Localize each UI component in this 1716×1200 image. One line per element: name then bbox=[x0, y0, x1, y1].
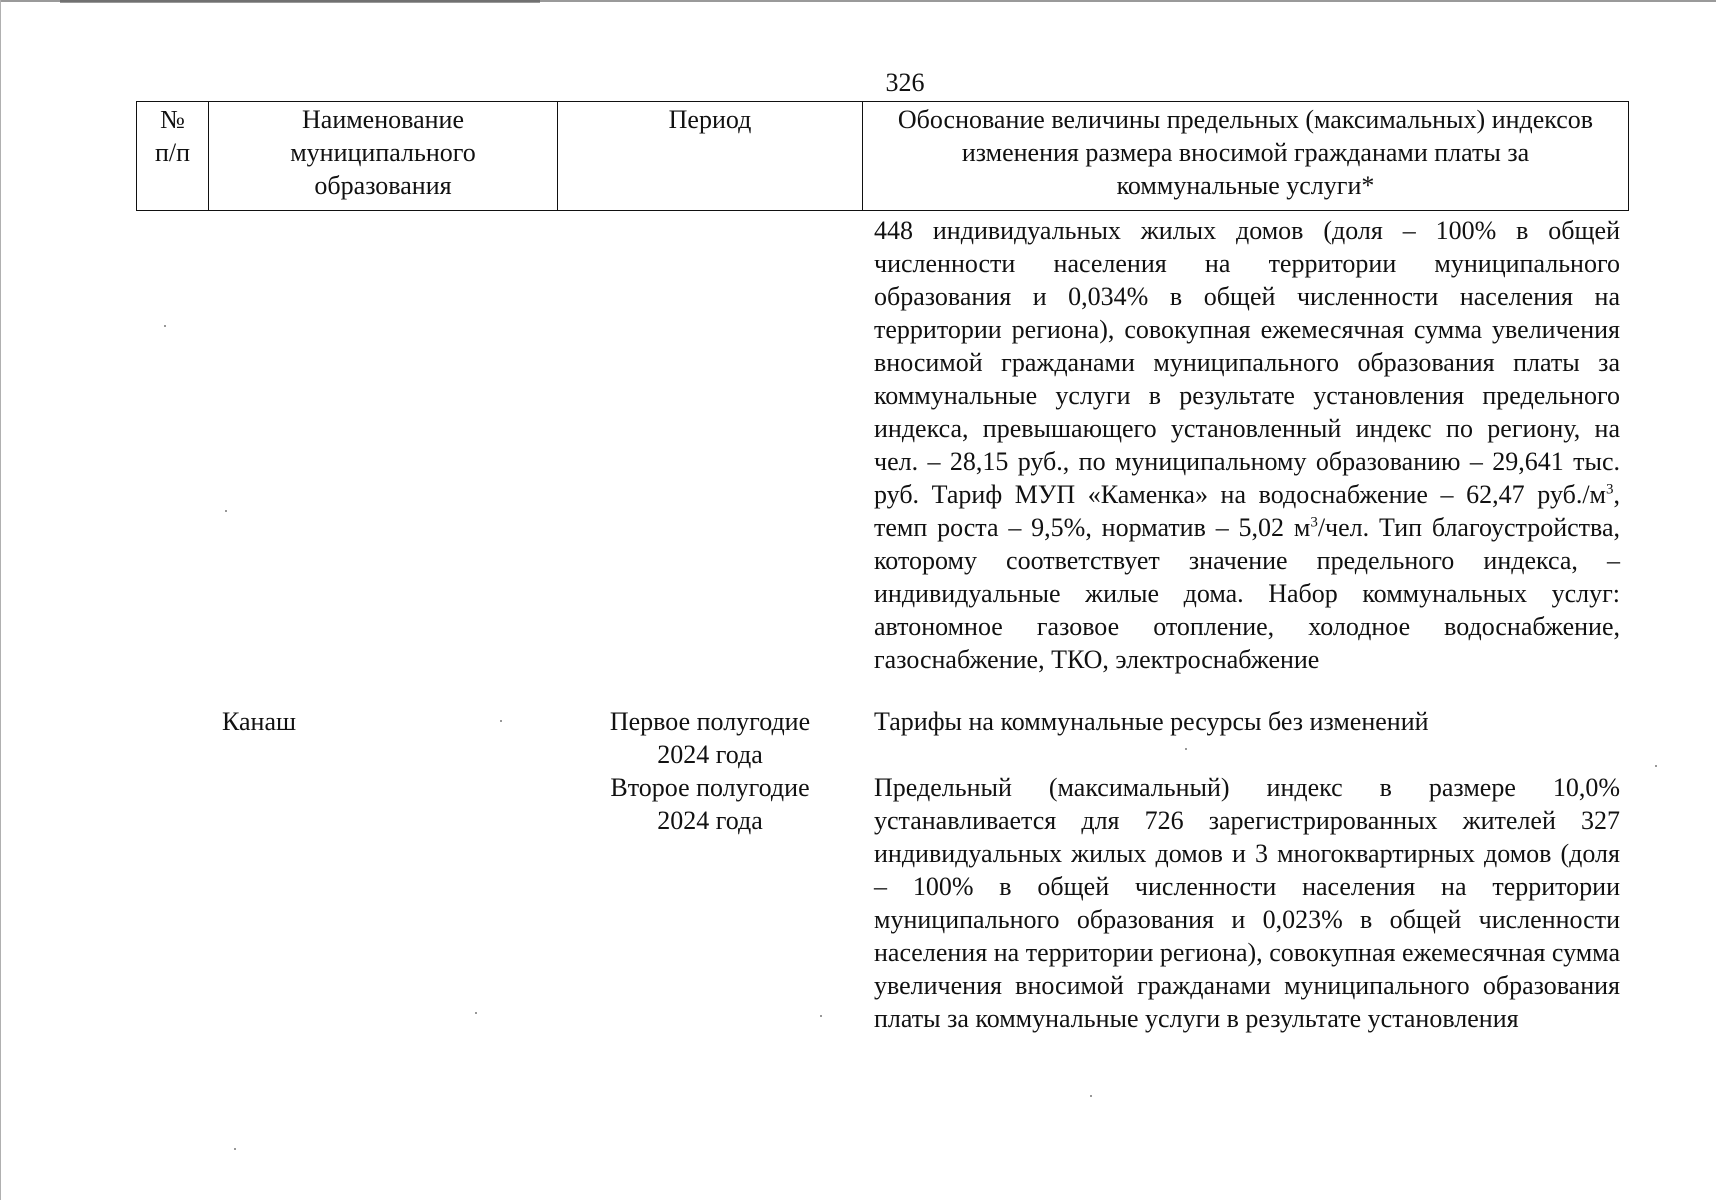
page-left-border bbox=[0, 0, 1, 1200]
scan-speck bbox=[820, 1015, 822, 1017]
scan-speck bbox=[1655, 765, 1657, 767]
scan-speck bbox=[500, 720, 502, 722]
basis-first-half: Тарифы на коммунальные ресурсы без изменений bbox=[874, 707, 1429, 736]
continuation-text-part3: /чел. Тип благоустройства, которому соответствует значение предельного индекса, – индивидуальные жилые дома. Набор коммунальных услуг: автономное газовое отопление, холодное водоснабжение, газоснабжение, ТКО, электроснабжение bbox=[874, 513, 1620, 674]
period-first-line2: 2024 года bbox=[657, 740, 763, 769]
header-cell-basis bbox=[863, 102, 1628, 210]
scan-speck bbox=[164, 325, 166, 327]
scan-speck bbox=[234, 1148, 236, 1150]
period-first-line1: Первое полугодие bbox=[609, 707, 811, 736]
header-number-label: № п/п bbox=[154, 105, 191, 167]
continuation-text-part1: 448 индивидуальных жилых домов (доля – 100% в общей численности населения на территории муниципального образования и 0,034% в общей численности населения на территории региона), совокупная ежемесячная сумма увеличения вносимой гражданами муниципального образования платы за коммунальные услуги в результате установления предельного индекса, превышающего установленный индекс по региону, на чел. – 28,15 руб., по муниципальному образованию – 29,641 тыс. руб. Тариф МУП «Каменка» на водоснабжение – 62,47 руб./м bbox=[874, 216, 1620, 509]
header-basis-label: Обоснование величины предельных (максимальных) индексов изменения размера вносимой гражданами платы за коммунальные услуги* bbox=[897, 105, 1594, 200]
header-cell-number bbox=[137, 102, 209, 210]
continuation-paragraph bbox=[874, 214, 1620, 676]
municipality-name-kanash: Канаш bbox=[222, 707, 297, 736]
scan-speck bbox=[475, 1012, 477, 1014]
header-municipality-label: Наименование муниципального образования bbox=[290, 105, 476, 200]
period-second-line1: Второе полугодие bbox=[610, 773, 810, 802]
header-cell-municipality bbox=[209, 102, 558, 210]
superscript-cube-1: 3 bbox=[1606, 481, 1614, 498]
header-cell-period bbox=[558, 102, 863, 210]
period-second-half bbox=[590, 771, 830, 837]
continuation-text-part2: , темп роста – 9,5%, норматив – 5,02 м bbox=[874, 480, 1620, 542]
table-header bbox=[136, 101, 1629, 211]
scan-speck bbox=[1185, 748, 1187, 750]
scan-speck bbox=[225, 510, 227, 512]
basis-second-half: Предельный (максимальный) индекс в размере 10,0% устанавливается для 726 зарегистрированных жителей 327 индивидуальных жилых домов и 3 многоквартирных домов (доля – 100% в общей численности населения на территории муниципального образования и 0,023% в общей численности населения на территории региона), совокупная ежемесячная сумма увеличения вносимой гражданами муниципального образования платы за коммунальные услуги в результате установления bbox=[874, 773, 1620, 1033]
scan-artifact bbox=[60, 0, 540, 3]
superscript-cube-2: 3 bbox=[1310, 514, 1318, 531]
page-number: 326 bbox=[885, 68, 925, 97]
period-second-line2: 2024 года bbox=[657, 806, 763, 835]
scan-speck bbox=[1090, 1095, 1092, 1097]
period-first-half bbox=[590, 705, 830, 771]
header-period-label: Период bbox=[668, 105, 752, 134]
